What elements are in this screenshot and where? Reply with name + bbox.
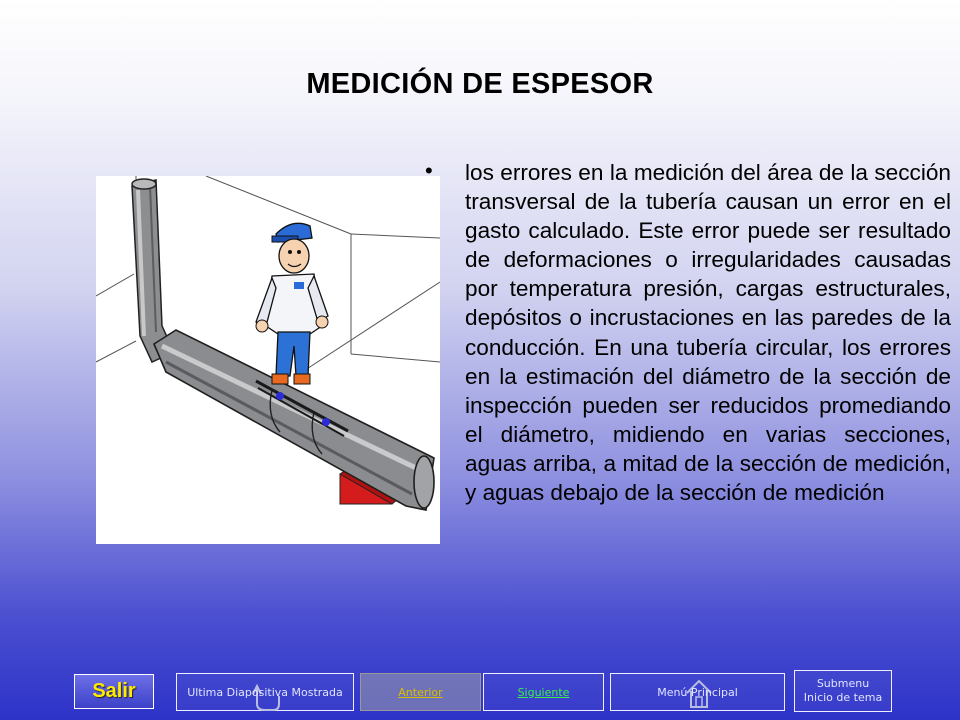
- submenu-label: Submenu: [816, 677, 870, 690]
- last-viewed-slide-button[interactable]: [176, 673, 354, 711]
- last-viewed-slide-label: Ultima Diapositiva Mostrada: [187, 685, 343, 699]
- bullet-marker: •: [425, 158, 433, 183]
- submenu-topic-start-button[interactable]: [794, 670, 892, 712]
- topic-start-label: Inicio de tema: [803, 691, 883, 704]
- slide-title: MEDICIÓN DE ESPESOR: [306, 68, 654, 100]
- next-button-label: Siguiente: [517, 685, 570, 699]
- next-button[interactable]: [483, 673, 604, 711]
- pipe-measurement-illustration: [96, 176, 440, 544]
- previous-button-label: Anterior: [398, 685, 443, 699]
- previous-button[interactable]: [360, 673, 481, 711]
- exit-button[interactable]: [74, 674, 154, 709]
- main-menu-button[interactable]: [610, 673, 785, 711]
- navigation-bar: [0, 670, 960, 716]
- body-text: los errores en la medición del área de la sección transversal de la tubería causan un error en el gasto calculado. Este error puede ser resultado de deformaciones o irregularidades causadas por temperatura presión, cargas estructurales, depósitos o incrustaciones en las paredes de la conducción. En una tubería circular, los errores en la estimación del diámetro de la sección de inspección pueden ser reducidos promediando el diámetro, midiendo en varias secciones, aguas arriba, a mitad de la sección de medición, y aguas debajo de la sección de medición: [465, 160, 951, 506]
- main-menu-label: Menú Principal: [657, 685, 738, 699]
- exit-button-label: Salir: [92, 680, 136, 702]
